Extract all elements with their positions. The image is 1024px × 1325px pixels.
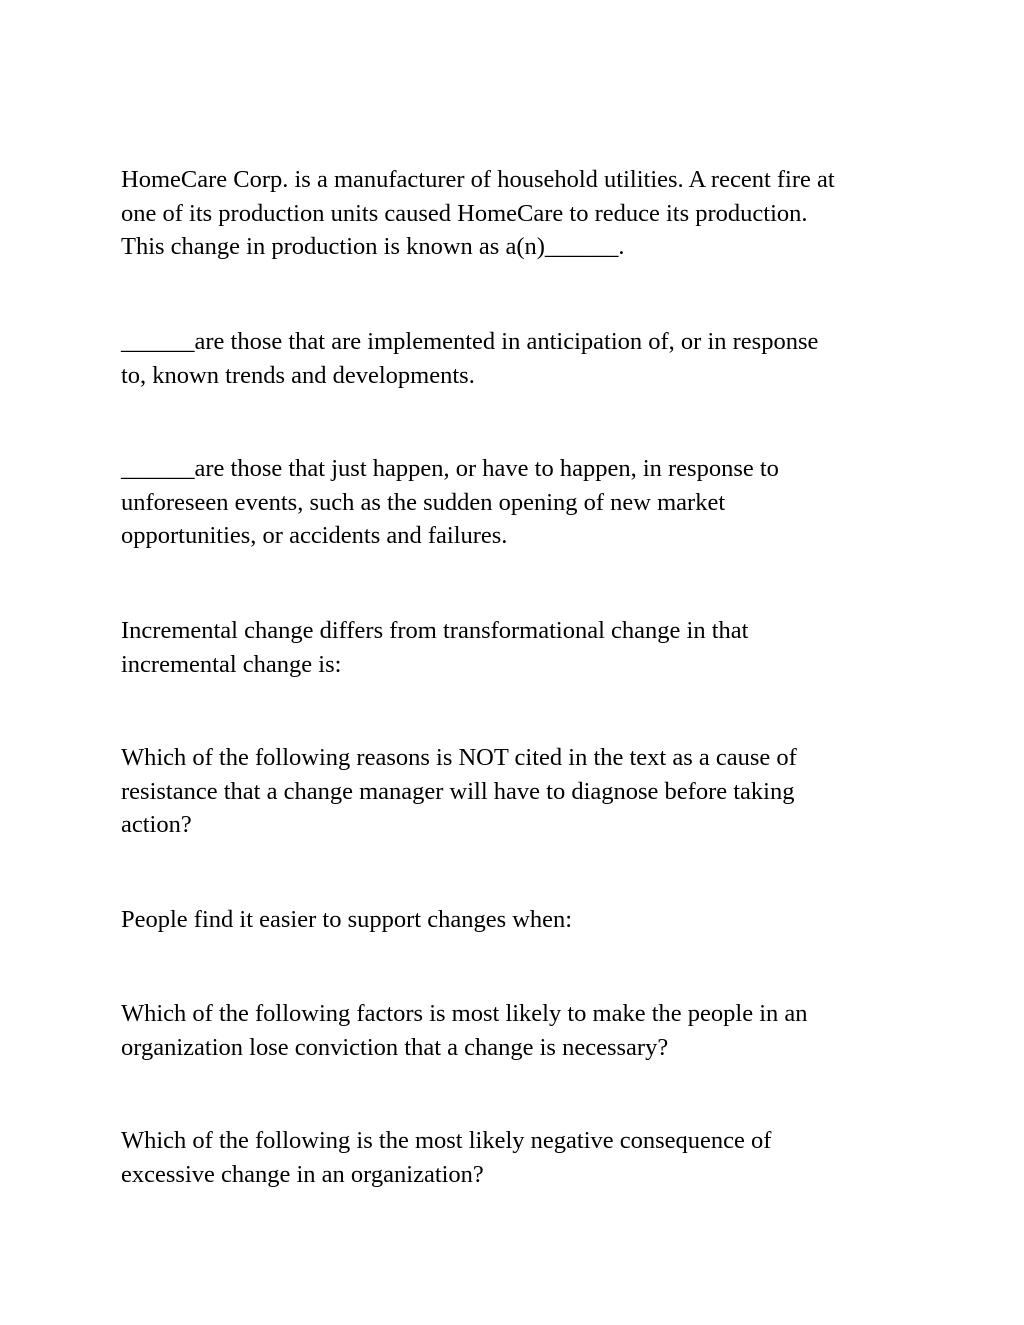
question-paragraph: Which of the following is the most likely negative consequence of excessive change in an organization? (121, 1127, 772, 1188)
question-paragraph: ______are those that are implemented in anticipation of, or in response to, known trends and developments. (121, 328, 819, 389)
question-paragraph: HomeCare Corp. is a manufacturer of household utilities. A recent fire at one of its production units caused HomeCare to reduce its production. This change in production is known as a(n)______. (121, 166, 835, 260)
question-paragraph: Which of the following reasons is NOT cited in the text as a cause of resistance that a change manager will have to diagnose before taking action? (121, 744, 797, 838)
question-paragraph: People find it easier to support changes when: (121, 906, 573, 933)
question-paragraph: Which of the following factors is most likely to make the people in an organization lose conviction that a change is necessary? (121, 1000, 808, 1061)
question-paragraph: Incremental change differs from transformational change in that incremental change is: (121, 617, 749, 678)
question-paragraph: ______are those that just happen, or have to happen, in response to unforeseen events, such as the sudden opening of new market opportunities, or accidents and failures. (121, 455, 779, 549)
